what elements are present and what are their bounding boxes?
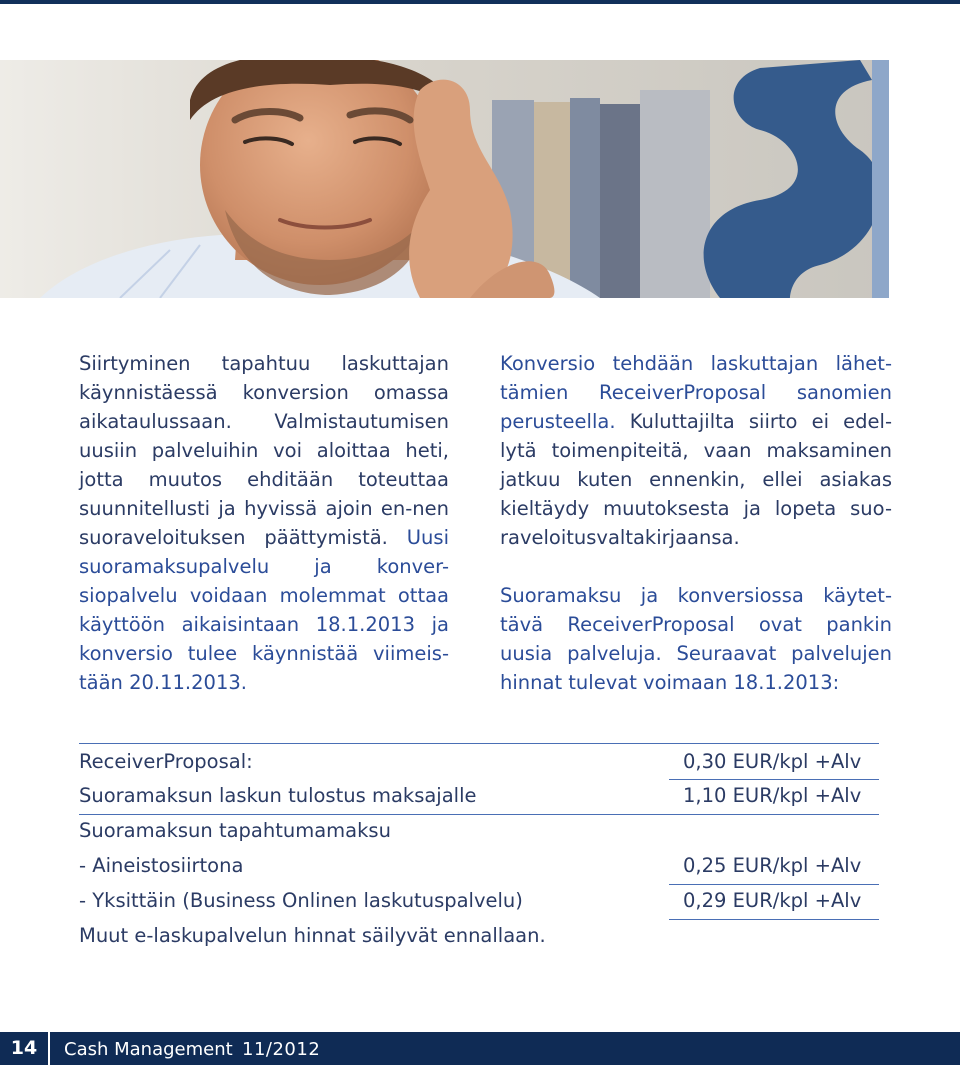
issue-number: 11/2012 <box>242 1039 321 1060</box>
left-paragraph <box>79 349 449 697</box>
price-row <box>79 848 879 883</box>
price-amount: 0,29 EUR/kpl +Alv <box>683 889 862 912</box>
price-amount: 1,10 EUR/kpl +Alv <box>683 784 862 807</box>
price-label: ReceiverProposal: <box>79 750 253 773</box>
price-amount: 0,30 EUR/kpl +Alv <box>683 750 862 773</box>
right-text-1a: Konversio tehdään laskuttajan lähet-tämien ReceiverProposal sanomien perusteella. <box>500 352 892 433</box>
left-text-1: Siirtyminen tapahtuu laskuttajan käynnistäessä konversion omassa aikataulussaan. Valmistautumisen uusiin palveluihin voi aloittaa heti, jotta muutos ehditään toteuttaa suunnitellusti ja hyvissä ajoin en-nen suoraveloituksen päättymistä. <box>79 352 449 549</box>
price-row <box>79 813 879 848</box>
price-note: Muut e-laskupalvelun hinnat säilyvät ennallaan. <box>79 924 546 947</box>
footer-bar <box>0 1032 960 1065</box>
price-label: Suoramaksun tapahtumamaksu <box>79 819 391 842</box>
price-label: - Yksittäin (Business Onlinen laskutuspalvelu) <box>79 889 523 912</box>
top-rule <box>0 0 960 4</box>
price-label: Suoramaksun laskun tulostus maksajalle <box>79 784 477 807</box>
left-column <box>79 349 449 697</box>
right-paragraph-2: Suoramaksu ja konversiossa käytet-tävä ReceiverProposal ovat pankin uusia palveluja. Seuraavat palvelujen hinnat tulevat voimaan 18.1.2013: <box>500 584 892 694</box>
header-photo <box>0 60 889 298</box>
price-row <box>79 918 879 953</box>
price-amount: 0,25 EUR/kpl +Alv <box>683 854 862 877</box>
price-row <box>79 744 879 779</box>
right-column <box>500 349 892 697</box>
price-table <box>79 743 879 953</box>
right-paragraph-1 <box>500 349 892 552</box>
right-text-1b: Kuluttajilta siirto ei edel-lytä toimenpiteitä, vaan maksaminen jatkuu kuten ennenkin, ellei asiakas kieltäydy muutoksesta ja lopeta suo-raveloitusvaltakirjaansa. <box>500 410 892 549</box>
left-text-2: Uusi suoramaksupalvelu ja konver-siopalvelu voidaan molemmat ottaa käyttöön aikaisintaan 18.1.2013 ja konversio tulee käynnistää viimeis-tään 20.11.2013. <box>79 526 449 694</box>
price-row <box>79 883 879 918</box>
publication-name: Cash Management <box>64 1039 233 1060</box>
page-number: 14 <box>0 1032 50 1065</box>
price-row <box>79 778 879 813</box>
price-label: - Aineistosiirtona <box>79 854 244 877</box>
